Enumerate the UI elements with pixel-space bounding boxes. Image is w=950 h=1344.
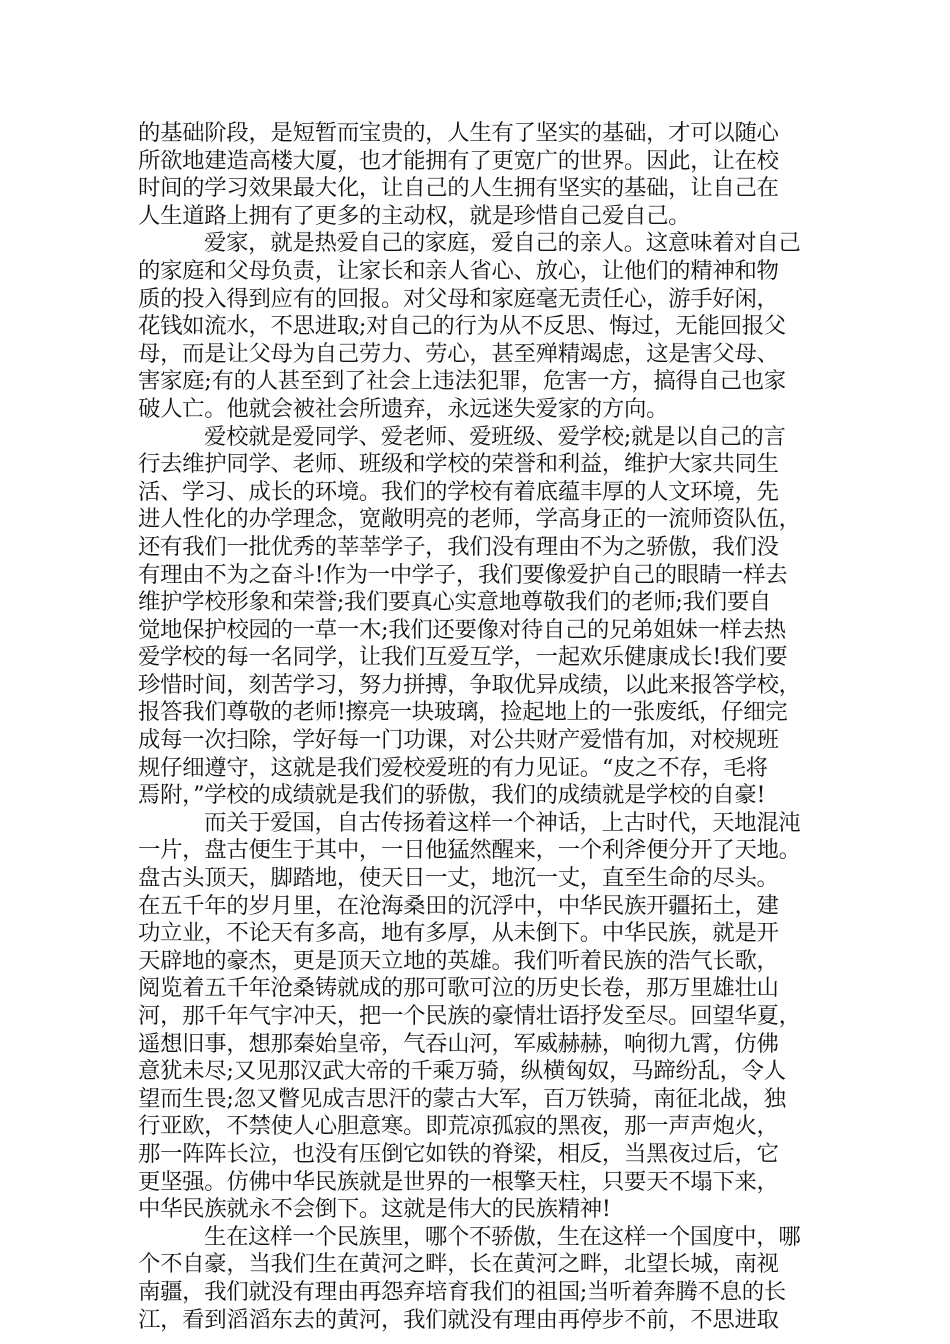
text-line: 而关于爱国，自古传扬着这样一个神话，上古时代，天地混沌 (204, 809, 801, 836)
text-line: 的基础阶段，是短暂而宝贵的，人生有了坚实的基础，才可以随心 (138, 120, 779, 146)
text-line: 规仔细遵守，这就是我们爱校爱班的有力见证。“皮之不存，毛将 (138, 754, 768, 781)
text-line: 维护学校形象和荣誉;我们要真心实意地尊敬我们的老师;我们要自 (138, 589, 772, 616)
text-line: 有理由不为之奋斗!作为一中学子，我们要像爱护自己的眼睛一样去 (138, 561, 788, 588)
body-text (138, 120, 828, 1334)
text-line: 功立业，不论天有多高，地有多厚，从未倒下。中华民族，就是开 (138, 920, 779, 947)
text-line: 的家庭和父母负责，让家长和亲人省心、放心，让他们的精神和物 (138, 257, 779, 284)
text-line: 盘古头顶天，脚踏地，使天日一丈，地沉一丈，直至生命的尽头。 (138, 865, 779, 892)
text-line: 质的投入得到应有的回报。对父母和家庭毫无责任心，游手好闲， (138, 285, 779, 312)
text-line: 焉附，”学校的成绩就是我们的骄傲，我们的成绩就是学校的自豪! (138, 782, 766, 809)
text-line: 觉地保护校园的一草一木;我们还要像对待自己的兄弟姐妹一样去热 (138, 616, 786, 643)
text-line: 行去维护同学、老师、班级和学校的荣誉和利益，维护大家共同生 (138, 451, 779, 478)
text-line: 行亚欧，不禁使人心胆意寒。即荒凉孤寂的黑夜，那一声声炮火， (138, 1113, 779, 1140)
text-line: 爱校就是爱同学、爱老师、爱班级、爱学校;就是以自己的言 (204, 423, 786, 450)
text-line: 人生道路上拥有了更多的主动权，就是珍惜自己爱自己。 (138, 202, 691, 229)
text-line: 江，看到滔滔东去的黄河，我们就没有理由再停步不前，不思进取 (138, 1306, 779, 1333)
text-line: 害家庭;有的人甚至到了社会上违法犯罪，危害一方，搞得自己也家 (138, 368, 786, 395)
text-line: 阅览着五千年沧桑铸就成的那可歌可泣的历史长卷，那万里雄壮山 (138, 975, 779, 1002)
text-line: 活、学习、成长的环境。我们的学校有着底蕴丰厚的人文环境，先 (138, 478, 779, 505)
text-line: 在五千年的岁月里，在沧海桑田的沉浮中，中华民族开疆拓土，建 (138, 892, 779, 919)
text-line: 花钱如流水，不思进取;对自己的行为从不反思、悔过，无能回报父 (138, 313, 786, 340)
text-line: 中华民族就永不会倒下。这就是伟大的民族精神! (138, 1196, 611, 1223)
text-line: 望而生畏;忽又瞥见成吉思汗的蒙古大军，百万铁骑，南征北战，独 (138, 1085, 786, 1112)
text-line: 所欲地建造高楼大厦，也才能拥有了更宽广的世界。因此，让在校 (138, 147, 779, 174)
text-line: 爱家，就是热爱自己的家庭，爱自己的亲人。这意味着对自己 (204, 230, 801, 257)
text-line: 珍惜时间，刻苦学习，努力拼搏，争取优异成绩，以此来报答学校， (138, 671, 801, 698)
text-line: 进人性化的办学理念，宽敞明亮的老师，学高身正的一流师资队伍， (138, 506, 801, 533)
text-line: 爱学校的每一名同学，让我们互爱互学，一起欢乐健康成长!我们要 (138, 644, 788, 671)
text-line: 更坚强。仿佛中华民族就是世界的一根擎天柱，只要天不塌下来， (138, 1168, 779, 1195)
text-line: 遥想旧事，想那秦始皇帝，气吞山河，军威赫赫，响彻九霄，仿佛 (138, 1030, 779, 1057)
text-line: 南疆，我们就没有理由再怨弃培育我们的祖国;当听着奔腾不息的长 (138, 1278, 786, 1305)
text-line: 破人亡。他就会被社会所遗弃，永远迷失爱家的方向。 (138, 395, 669, 422)
text-line: 还有我们一批优秀的莘莘学子，我们没有理由不为之骄傲，我们没 (138, 533, 779, 560)
text-line: 个不自豪，当我们生在黄河之畔，长在黄河之畔，北望长城，南视 (138, 1251, 779, 1278)
text-line: 河，那千年气宇冲天，把一个民族的豪情壮语抒发至尽。回望华夏， (138, 1003, 801, 1029)
text-line: 一片，盘古便生于其中，一日他猛然醒来，一个利斧便分开了天地。 (138, 837, 801, 864)
text-line: 生在这样一个民族里，哪个不骄傲，生在这样一个国度中，哪 (204, 1223, 801, 1250)
text-line: 时间的学习效果最大化，让自己的人生拥有坚实的基础，让自己在 (138, 175, 779, 202)
text-line: 报答我们尊敬的老师!擦亮一块玻璃，捡起地上的一张废纸，仔细完 (138, 699, 788, 726)
text-line: 那一阵阵长泣，也没有压倒它如铁的脊梁，相反，当黑夜过后，它 (138, 1140, 779, 1167)
text-line: 母，而是让父母为自己劳力、劳心，甚至殚精竭虑，这是害父母、 (138, 340, 779, 367)
text-line: 意犹未尽;又见那汉武大帝的千乘万骑，纵横匈奴，马蹄纷乱，令人 (138, 1058, 786, 1085)
text-line: 成每一次扫除，学好每一门功课，对公共财产爱惜有加，对校规班 (138, 727, 779, 754)
text-line: 天辟地的豪杰，更是顶天立地的英雄。我们听着民族的浩气长歌， (138, 947, 779, 974)
